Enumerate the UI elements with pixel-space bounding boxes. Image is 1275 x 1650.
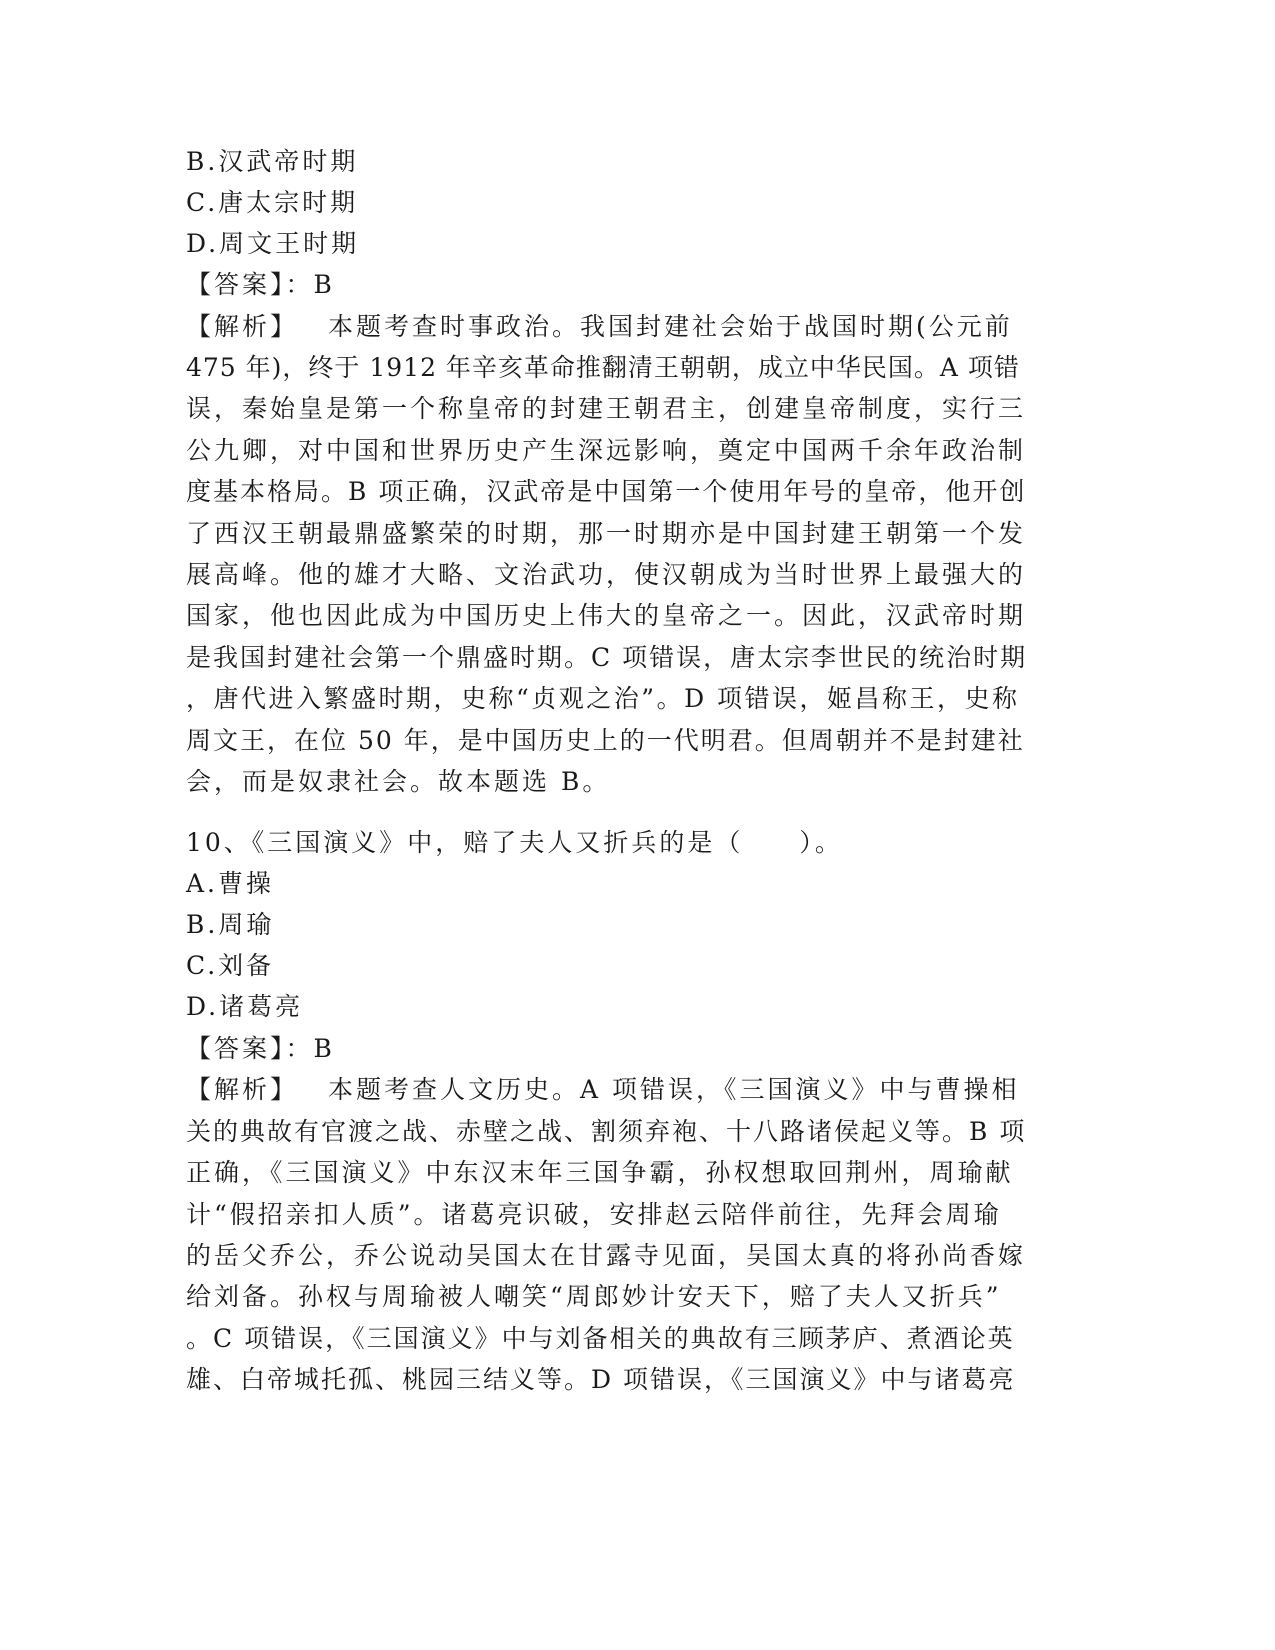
q10-option-c: C.刘备 — [186, 951, 275, 980]
q10-explanation-label: 【解析】 — [186, 1075, 299, 1104]
q9-explanation-label: 【解析】 — [186, 312, 299, 341]
q9-explanation-line: 475 年)，终于 1912 年辛亥革命推翻清王朝朝，成立中华民国。A 项错 — [186, 353, 1020, 382]
q10-explanation-line: 。C 项错误，《三国演义》中与刘备相关的典故有三顾茅庐、煮酒论英 — [186, 1324, 1015, 1353]
q10-explanation-line: 雄、白帝城托孤、桃园三结义等。D 项错误，《三国演义》中与诸葛亮 — [186, 1365, 1016, 1394]
q10-question: 10、《三国演义》中，赔了夫人又折兵的是（ ）。 — [186, 828, 843, 857]
q10-explanation-line: 的岳父乔公，乔公说动吴国太在甘露寺见面，吴国太真的将孙尚香嫁 — [186, 1241, 1027, 1270]
q9-explanation-line: 误，秦始皇是第一个称皇帝的封建王朝君主，创建皇帝制度，实行三 — [186, 394, 1027, 423]
q9-explanation-line: 周文王，在位 50 年，是中国历史上的一代明君。但周朝并不是封建社 — [186, 726, 1025, 755]
q10-option-b: B.周瑜 — [186, 910, 275, 939]
q9-answer: 【答案】：B — [186, 270, 335, 299]
q9-option-d: D.周文王时期 — [186, 229, 360, 258]
q9-explanation-line: 公九卿，对中国和世界历史产生深远影响，奠定中国两千余年政治制 — [186, 436, 1027, 465]
q10-explanation-line: 计“假招亲扣人质”。诸葛亮识破，安排赵云陪伴前往，先拜会周瑜 — [186, 1200, 1002, 1229]
q9-explanation-line: 了西汉王朝最鼎盛繁荣的时期，那一时期亦是中国封建王朝第一个发 — [186, 519, 1027, 548]
q9-option-b: B.汉武帝时期 — [186, 147, 359, 176]
q9-explanation-line: 是我国封建社会第一个鼎盛时期。C 项错误，唐太宗李世民的统治时期 — [186, 643, 1028, 672]
q10-explanation-line: 正确，《三国演义》中东汉末年三国争霸，孙权想取回荆州，周瑜献 — [186, 1158, 1014, 1187]
q9-explanation-text: 本题考查时事政治。我国封建社会始于战国时期(公元前 — [328, 312, 1013, 341]
q9-option-c: C.唐太宗时期 — [186, 188, 359, 217]
q9-explanation-first-line — [186, 310, 1013, 344]
q10-option-d: D.诸葛亮 — [186, 992, 304, 1021]
q10-answer: 【答案】：B — [186, 1034, 335, 1063]
q9-explanation-line: 国家，他也因此成为中国历史上伟大的皇帝之一。因此，汉武帝时期 — [186, 601, 1027, 630]
q10-option-a: A.曹操 — [186, 869, 275, 898]
q10-explanation-text: 本题考查人文历史。A 项错误，《三国演义》中与曹操相 — [328, 1075, 1020, 1104]
q9-explanation-line: ，唐代进入繁盛时期，史称“贞观之治”。D 项错误，姬昌称王，史称 — [186, 684, 1020, 713]
q9-explanation-line: 会，而是奴隶社会。故本题选 B。 — [186, 767, 611, 796]
q10-explanation-line: 关的典故有官渡之战、赤壁之战、割须弃袍、十八路诸侯起义等。B 项 — [186, 1117, 1027, 1146]
q9-explanation-line: 度基本格局。B 项正确，汉武帝是中国第一个使用年号的皇帝，他开创 — [186, 477, 1027, 506]
q10-explanation-line: 给刘备。孙权与周瑜被人嘲笑“周郎妙计安天下，赔了夫人又折兵” — [186, 1282, 1002, 1311]
q9-explanation-line: 展高峰。他的雄才大略、文治武功，使汉朝成为当时世界上最强大的 — [186, 560, 1027, 589]
q10-explanation-first-line — [186, 1073, 1020, 1107]
